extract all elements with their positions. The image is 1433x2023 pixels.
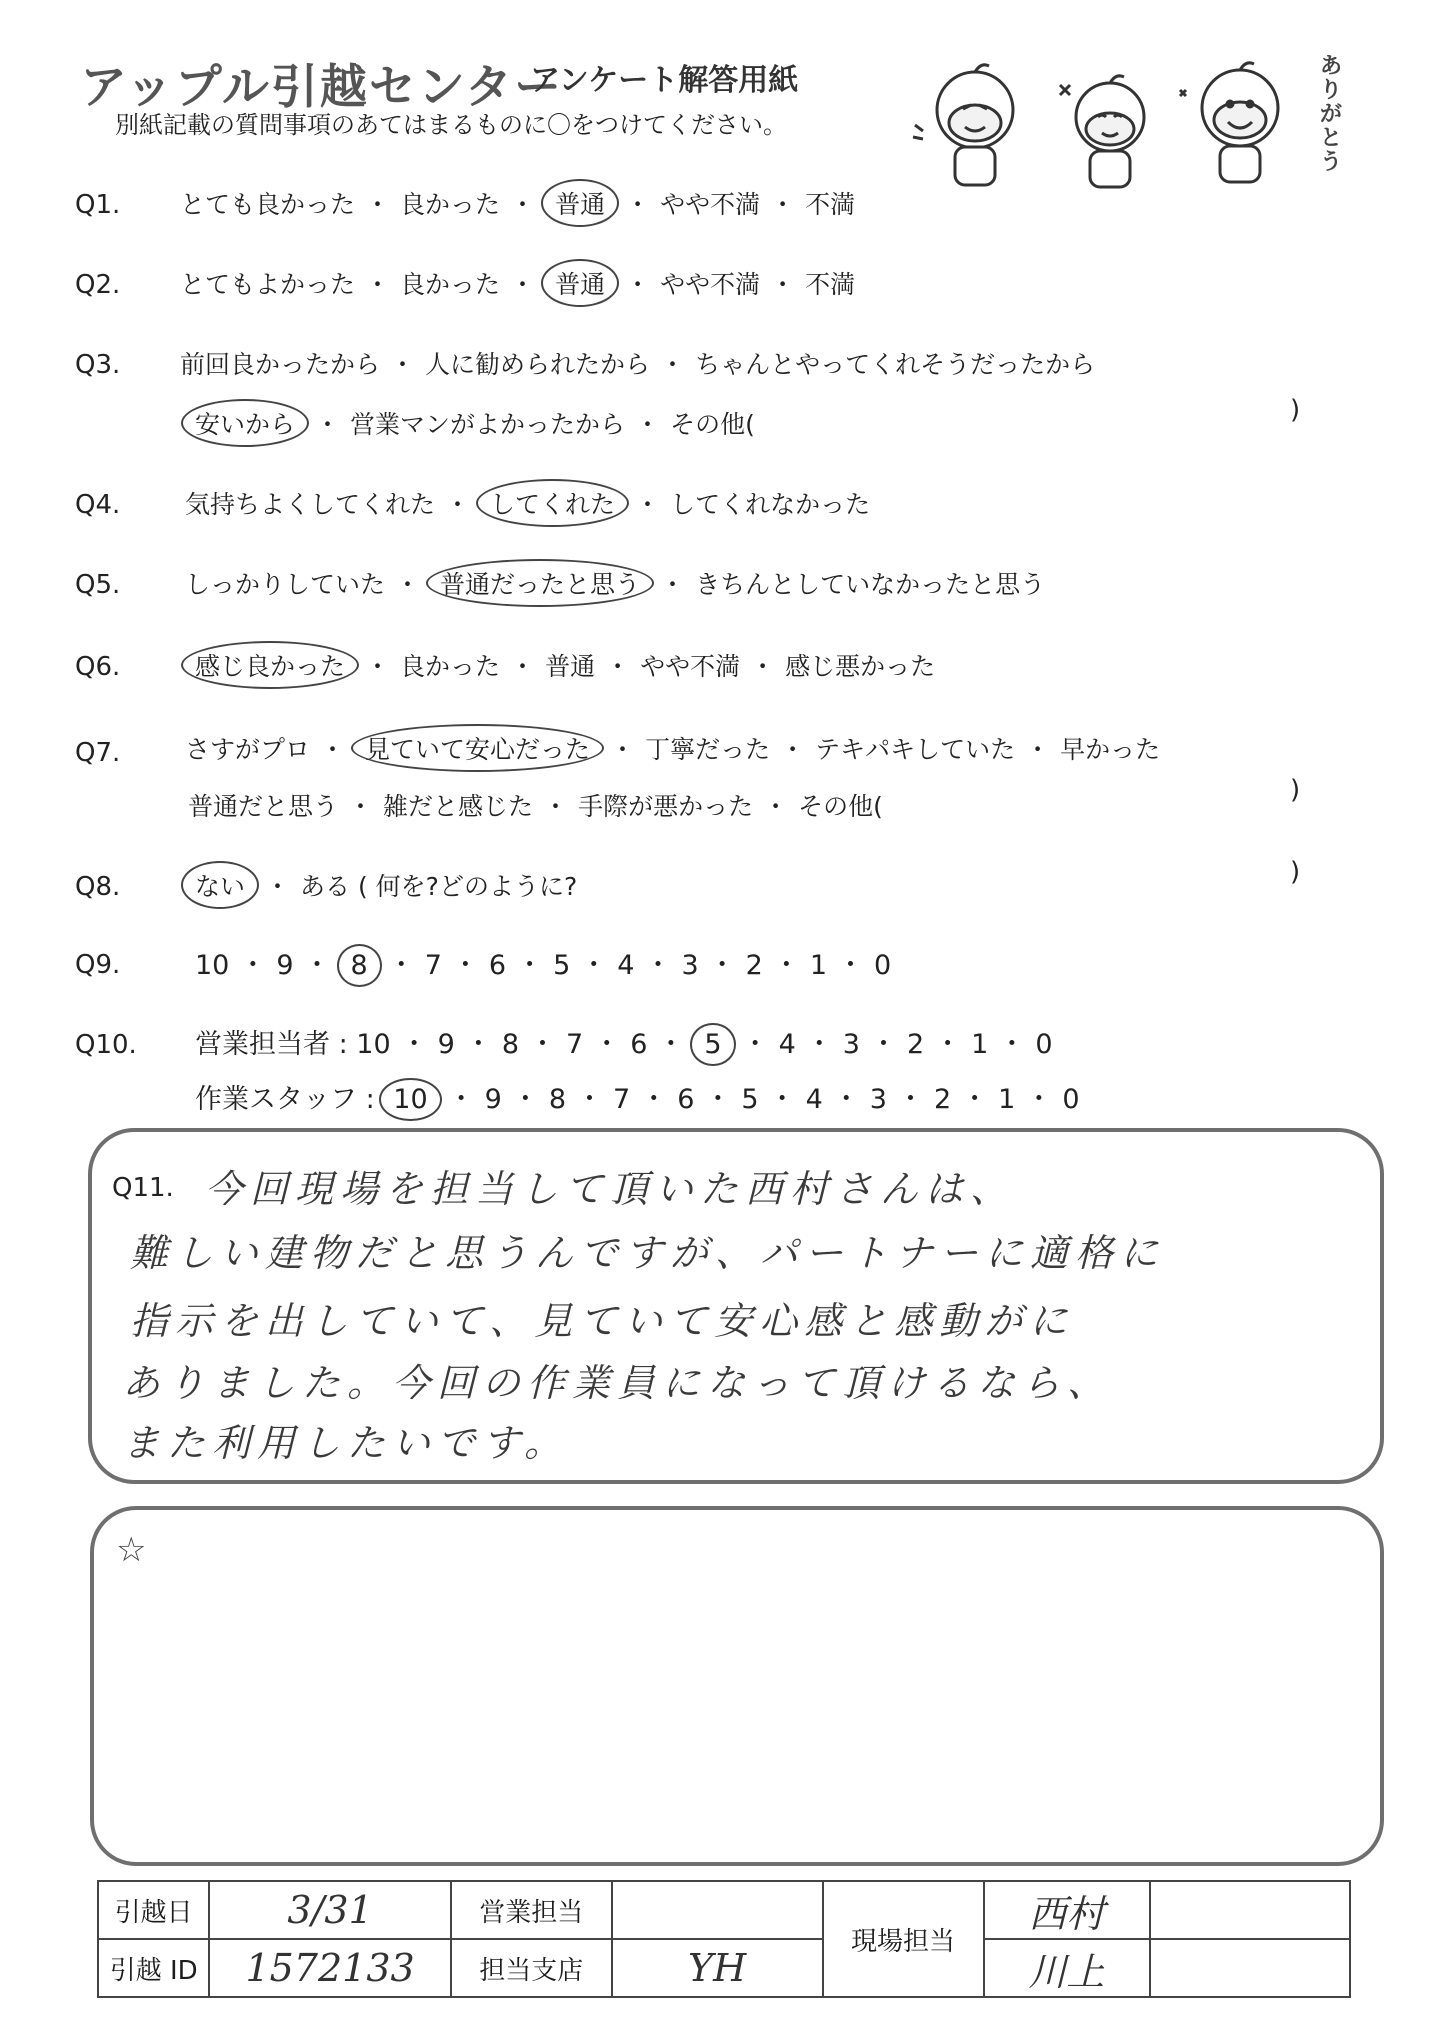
scale-value[interactable]: 5	[553, 950, 571, 981]
option[interactable]: 感じ悪かった	[785, 652, 936, 681]
scale-value-circled[interactable]: 5	[690, 1023, 735, 1066]
option[interactable]: 普通だと思う	[188, 792, 339, 821]
sales-rep-label: 営業担当	[451, 1881, 612, 1939]
move-id-label: 引越 ID	[98, 1939, 209, 1997]
scale-value[interactable]: 1	[971, 1029, 989, 1060]
option-circled[interactable]: ない	[181, 861, 259, 909]
option[interactable]: 人に勧められたから	[425, 350, 651, 379]
option[interactable]: ちゃんとやってくれそうだったから	[695, 350, 1096, 379]
option[interactable]: してくれなかった	[670, 490, 871, 519]
option[interactable]: しっかりしていた	[185, 570, 386, 599]
q10-row-name: 営業担当者 :	[195, 1029, 348, 1060]
q4-options: 気持ちよくしてくれた ・ してくれた ・ してくれなかった	[185, 485, 870, 521]
option[interactable]: やや不満	[640, 652, 741, 681]
move-date-value[interactable]: 3/31	[209, 1881, 450, 1939]
q11-label: Q11.	[112, 1173, 174, 1203]
q9-scale: 10 ・ 9 ・ 8 ・ 7 ・ 6 ・ 5 ・ 4 ・ 3 ・ 2 ・ 1 ・ 0	[195, 943, 891, 982]
q8-label: Q8.	[75, 872, 121, 902]
q6-label: Q6.	[75, 652, 121, 682]
scale-value[interactable]: 2	[933, 1084, 952, 1115]
q3-options-line1: 前回良かったから ・ 人に勧められたから ・ ちゃんとやってくれそうだったから	[180, 350, 1096, 379]
q7-options-line2: 普通だと思う ・ 雑だと感じた ・ 手際が悪かった ・ その他(	[188, 792, 883, 821]
scale-value[interactable]: 0	[1035, 1029, 1053, 1060]
option[interactable]: 不満	[805, 190, 856, 219]
option[interactable]: その他(	[798, 792, 883, 821]
option[interactable]: その他(	[670, 410, 755, 439]
q2-options: とてもよかった ・ 良かった ・ 普通 ・ やや不満 ・ 不満	[180, 265, 855, 301]
scale-value[interactable]: 1	[998, 1084, 1016, 1115]
option-circled[interactable]: してくれた	[476, 479, 629, 527]
scale-value[interactable]: 8	[548, 1084, 567, 1115]
form-title: アップル引越センター	[80, 60, 563, 115]
branch-value[interactable]: YH	[612, 1939, 823, 1997]
option[interactable]: ある ( 何を?どのように?	[300, 872, 578, 901]
q11-handwritten-line: 今回現場を担当して頂いた西村さんは、	[205, 1167, 1016, 1211]
empty-cell[interactable]	[1150, 1939, 1350, 1997]
star-icon: ☆	[116, 1530, 147, 1570]
q5-label: Q5.	[75, 570, 121, 600]
scale-value[interactable]: 0	[1062, 1084, 1080, 1115]
q3-label: Q3.	[75, 350, 121, 380]
option-circled[interactable]: 安いから	[181, 399, 309, 447]
scale-value[interactable]: 7	[566, 1029, 584, 1060]
q3-close-paren: )	[1290, 395, 1301, 425]
option[interactable]: 手際が悪かった	[578, 792, 754, 821]
scale-value[interactable]: 6	[677, 1084, 695, 1115]
site-staff-1-value[interactable]: 西村	[984, 1881, 1150, 1939]
scale-value[interactable]: 2	[906, 1029, 925, 1060]
scale-value[interactable]: 3	[842, 1029, 860, 1060]
option[interactable]: 不満	[805, 270, 856, 299]
option[interactable]: とても良かった	[180, 190, 356, 219]
thanks-text: ありがとう	[1320, 54, 1343, 175]
form-subtitle: アンケート解答用紙	[530, 63, 799, 98]
option[interactable]: きちんとしていなかったと思う	[695, 570, 1046, 599]
scale-value[interactable]: 9	[276, 950, 294, 981]
q11-handwritten-line: ありました。今回の作業員になって頂けるなら、	[122, 1361, 1113, 1405]
option-circled[interactable]: 感じ良かった	[181, 641, 359, 689]
option[interactable]: 丁寧だった	[645, 735, 771, 764]
scale-value[interactable]: 4	[805, 1084, 823, 1115]
scale-value[interactable]: 9	[437, 1029, 455, 1060]
monkey-mascots-illustration	[900, 50, 1330, 190]
option[interactable]: 普通	[545, 652, 596, 681]
q11-handwritten-line: 指示を出していて、見ていて安心感と感動がに	[130, 1299, 1075, 1343]
option[interactable]: 前回良かったから	[180, 350, 381, 379]
option[interactable]: 良かった	[400, 190, 501, 219]
q11-handwritten-line: 難しい建物だと思うんですが、パートナーに適格に	[130, 1231, 1166, 1275]
scale-value[interactable]: 6	[488, 950, 507, 981]
option-circled[interactable]: 普通	[541, 179, 619, 227]
monkey-icon	[1060, 76, 1144, 187]
option-circled[interactable]: 見ていて安心だった	[351, 724, 604, 772]
scale-value[interactable]: 8	[501, 1029, 520, 1060]
additional-comment-box[interactable]	[90, 1506, 1384, 1866]
q11-handwritten-line: また利用したいです。	[122, 1421, 569, 1465]
move-date-label: 引越日	[98, 1881, 209, 1939]
option[interactable]: 営業マンがよかったから	[350, 410, 626, 439]
q7-close-paren: )	[1290, 775, 1301, 805]
scale-value-circled[interactable]: 8	[337, 944, 382, 987]
q7-label: Q7.	[75, 738, 121, 768]
monkey-icon	[1180, 63, 1278, 182]
q5-options: しっかりしていた ・ 普通だったと思う ・ きちんとしていなかったと思う	[185, 565, 1045, 601]
q1-label: Q1.	[75, 190, 121, 220]
instruction-text: 別紙記載の質問事項のあてはまるものに〇をつけてください。	[115, 111, 787, 139]
site-staff-label: 現場担当	[823, 1881, 984, 1997]
q7-options-line1: さすがプロ ・ 見ていて安心だった ・ 丁寧だった ・ テキパキしていた ・ 早かった	[185, 730, 1160, 766]
scale-value[interactable]: 2	[745, 950, 763, 981]
move-id-value[interactable]: 1572133	[209, 1939, 450, 1997]
scale-value-circled[interactable]: 10	[379, 1078, 441, 1121]
option[interactable]: やや不満	[660, 190, 761, 219]
option[interactable]: 気持ちよくしてくれた	[185, 490, 436, 519]
scale-value[interactable]: 9	[484, 1084, 502, 1115]
scale-value[interactable]: 0	[874, 950, 892, 981]
empty-cell[interactable]	[1150, 1881, 1350, 1939]
option[interactable]: テキパキしていた	[815, 735, 1016, 764]
scale-value[interactable]: 4	[617, 950, 635, 981]
option[interactable]: さすがプロ	[185, 735, 311, 764]
q4-label: Q4.	[75, 490, 121, 520]
option-circled[interactable]: 普通だったと思う	[426, 559, 654, 607]
q10-staff-row: 作業スタッフ : 10 ・ 9 ・ 8 ・ 7 ・ 6 ・ 5 ・ 4 ・ 3 ・ 2 ・ 1 ・ 0	[195, 1077, 1080, 1116]
scale-value[interactable]: 3	[681, 950, 699, 981]
q9-label: Q9.	[75, 950, 121, 980]
option[interactable]: とてもよかった	[180, 270, 356, 299]
q2-label: Q2.	[75, 270, 121, 300]
scale-value[interactable]: 1	[809, 950, 828, 981]
q10-sales-row: 営業担当者 : 10 ・ 9 ・ 8 ・ 7 ・ 6 ・ 5 ・ 4 ・ 3 ・ 2 ・ 1 ・ 0	[195, 1022, 1053, 1061]
q10-label: Q10.	[75, 1030, 137, 1060]
scale-value[interactable]: 4	[778, 1029, 796, 1060]
q3-options-line2: 安いから ・ 営業マンがよかったから ・ その他(	[185, 405, 755, 441]
q6-options: 感じ良かった ・ 良かった ・ 普通 ・ やや不満 ・ 感じ悪かった	[185, 647, 935, 683]
option-circled[interactable]: 普通	[541, 259, 619, 307]
move-info-table	[97, 1880, 1351, 1998]
scale-value[interactable]: 7	[613, 1084, 631, 1115]
scale-value[interactable]: 10	[356, 1029, 391, 1060]
monkey-icon	[913, 65, 1013, 185]
sales-rep-value[interactable]	[612, 1881, 823, 1939]
site-staff-2-value[interactable]: 川上	[984, 1939, 1150, 1997]
option[interactable]: やや不満	[660, 270, 761, 299]
scale-value[interactable]: 10	[195, 950, 230, 981]
option[interactable]: 早かった	[1060, 735, 1161, 764]
q8-options: ない ・ ある ( 何を?どのように?	[185, 867, 577, 903]
scale-value[interactable]: 3	[869, 1084, 887, 1115]
q10-row-name: 作業スタッフ :	[195, 1084, 375, 1115]
option[interactable]: 雑だと感じた	[383, 792, 534, 821]
option[interactable]: 良かった	[400, 652, 501, 681]
q1-options: とても良かった ・ 良かった ・ 普通 ・ やや不満 ・ 不満	[180, 185, 855, 221]
q8-close-paren: )	[1290, 857, 1301, 887]
branch-label: 担当支店	[451, 1939, 612, 1997]
scale-value[interactable]: 5	[741, 1084, 759, 1115]
option[interactable]: 良かった	[400, 270, 501, 299]
scale-value[interactable]: 6	[630, 1029, 648, 1060]
scale-value[interactable]: 7	[424, 950, 442, 981]
